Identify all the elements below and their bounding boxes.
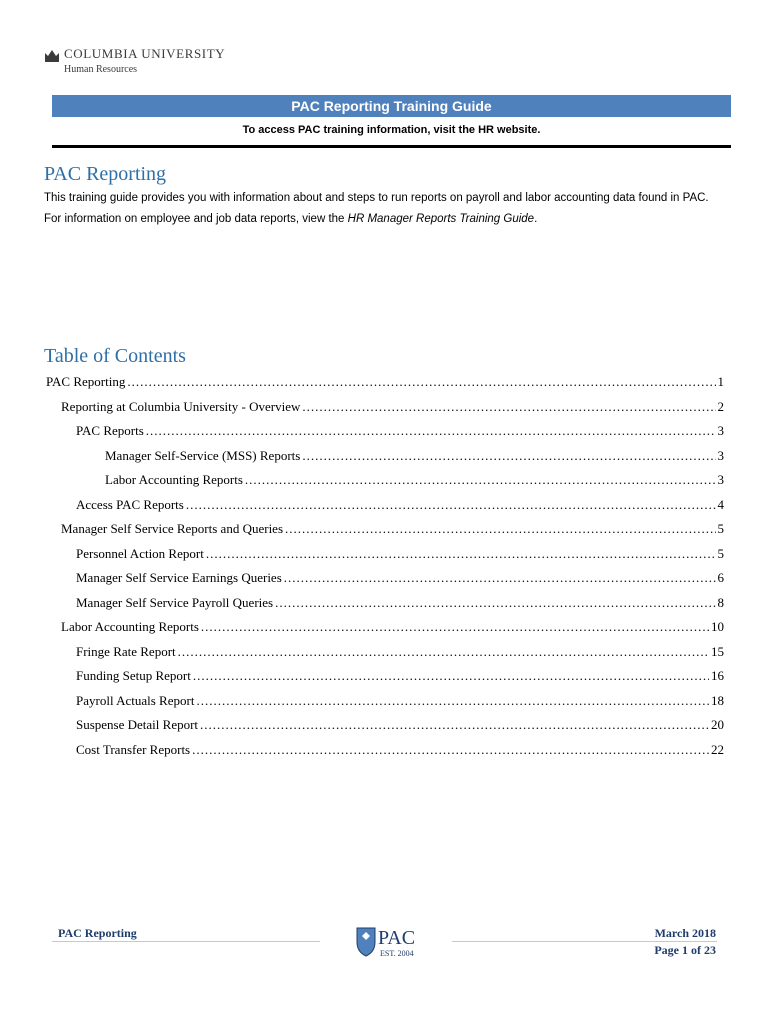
toc-entry[interactable] bbox=[76, 493, 724, 517]
toc-leader-dots bbox=[284, 566, 716, 590]
toc-entry[interactable] bbox=[105, 444, 724, 468]
toc-leader-dots bbox=[146, 419, 716, 443]
toc-leader-dots bbox=[127, 370, 715, 394]
toc-leader-dots bbox=[206, 542, 716, 566]
university-name: COLUMBIA UNIVERSITY bbox=[64, 46, 226, 61]
toc-entry[interactable] bbox=[76, 713, 724, 737]
toc-entry-page: 3 bbox=[717, 447, 724, 463]
toc-entry[interactable] bbox=[76, 664, 724, 688]
department-name: Human Resources bbox=[64, 64, 138, 75]
toc-entry-label: Labor Accounting Reports bbox=[105, 472, 243, 487]
logo-pac-text: PAC bbox=[378, 927, 416, 949]
toc-entry-label: Cost Transfer Reports bbox=[76, 741, 191, 757]
toc-entry-page: 5 bbox=[717, 521, 724, 536]
toc-entry-page: 5 bbox=[717, 545, 724, 561]
toc-entry-page: 16 bbox=[711, 668, 724, 683]
guide-subtitle: To access PAC training information, visit the HR website. bbox=[242, 124, 541, 136]
logo-est-text: EST. 2004 bbox=[380, 949, 414, 958]
toc-leader-dots bbox=[201, 615, 709, 639]
toc-entry-page: 3 bbox=[717, 423, 724, 438]
toc-entry-label: Personnel Action Report bbox=[76, 545, 204, 561]
intro-guide-link: HR Manager Reports Training Guide bbox=[347, 213, 535, 225]
toc-entry-label: Manager Self Service Reports and Queries bbox=[61, 521, 284, 536]
toc-entry[interactable] bbox=[76, 591, 724, 615]
intro-paragraph bbox=[44, 188, 724, 230]
intro-end: . bbox=[534, 213, 538, 225]
toc-entry-label: Fringe Rate Report bbox=[76, 643, 176, 659]
toc-entry-page: 2 bbox=[717, 398, 724, 414]
toc-leader-dots bbox=[285, 517, 715, 541]
toc-leader-dots bbox=[186, 493, 716, 517]
intro-text: This training guide provides you with information about and steps to run reports on payroll and labor accounting data found in PAC. For information on employee and job data reports, view the bbox=[44, 192, 709, 225]
crown-icon bbox=[44, 48, 60, 62]
toc-entry-page: 3 bbox=[717, 472, 724, 487]
toc-entry-page: 15 bbox=[711, 643, 724, 659]
toc-entry-page: 20 bbox=[711, 717, 724, 732]
toc-entry[interactable] bbox=[76, 738, 724, 762]
footer-date: March 2018 bbox=[654, 926, 716, 940]
toc-entry[interactable] bbox=[76, 640, 724, 664]
toc-entry[interactable] bbox=[61, 395, 724, 419]
toc-entry-page: 6 bbox=[717, 570, 724, 585]
toc-entry[interactable] bbox=[76, 542, 724, 566]
footer-title: PAC Reporting bbox=[58, 926, 137, 940]
toc-entry-label: Payroll Actuals Report bbox=[76, 692, 195, 708]
toc-leader-dots bbox=[245, 468, 716, 492]
toc-entry-label: Labor Accounting Reports bbox=[61, 619, 199, 634]
toc-leader-dots bbox=[178, 640, 709, 664]
toc-leader-dots bbox=[192, 738, 709, 762]
footer-page-number: Page 1 of 23 bbox=[654, 943, 716, 957]
toc-entry-page: 4 bbox=[717, 496, 724, 512]
footer-divider-right bbox=[452, 941, 717, 942]
pac-logo bbox=[354, 922, 424, 960]
toc-entry[interactable] bbox=[105, 468, 724, 492]
toc-entry[interactable] bbox=[76, 566, 724, 590]
toc-entry[interactable] bbox=[61, 517, 724, 541]
toc-entry[interactable] bbox=[76, 689, 724, 713]
toc-entry-label: Suspense Detail Report bbox=[76, 717, 199, 732]
toc-entry-label: PAC Reports bbox=[76, 423, 144, 438]
section-heading: PAC Reporting bbox=[44, 163, 167, 185]
toc-entry[interactable] bbox=[46, 370, 724, 394]
toc-title: Table of Contents bbox=[44, 345, 186, 367]
toc-entry-label: Manager Self-Service (MSS) Reports bbox=[105, 447, 301, 463]
toc-leader-dots bbox=[302, 395, 715, 419]
toc-entry-label: Reporting at Columbia University - Overview bbox=[61, 398, 301, 414]
guide-title-banner: PAC Reporting Training Guide bbox=[52, 95, 731, 117]
toc-leader-dots bbox=[193, 664, 709, 688]
toc-entry-label: PAC Reporting bbox=[46, 374, 126, 389]
toc-entry-page: 18 bbox=[711, 692, 724, 708]
toc-entry-page: 1 bbox=[717, 374, 724, 389]
header-divider bbox=[52, 145, 731, 148]
toc-leader-dots bbox=[200, 713, 709, 737]
footer-divider-left bbox=[52, 941, 320, 942]
toc-leader-dots bbox=[196, 689, 709, 713]
toc-entry[interactable] bbox=[76, 419, 724, 443]
toc-entry-label: Manager Self Service Payroll Queries bbox=[76, 594, 274, 610]
toc-entry-label: Manager Self Service Earnings Queries bbox=[76, 570, 282, 585]
toc-leader-dots bbox=[275, 591, 715, 615]
toc-entry-label: Access PAC Reports bbox=[76, 496, 184, 512]
toc-leader-dots bbox=[302, 444, 715, 468]
toc-entry-page: 8 bbox=[717, 594, 724, 610]
toc-entry-page: 10 bbox=[711, 619, 724, 634]
toc-entry-page: 22 bbox=[711, 741, 724, 757]
toc-entry[interactable] bbox=[61, 615, 724, 639]
toc-entry-label: Funding Setup Report bbox=[76, 668, 191, 683]
